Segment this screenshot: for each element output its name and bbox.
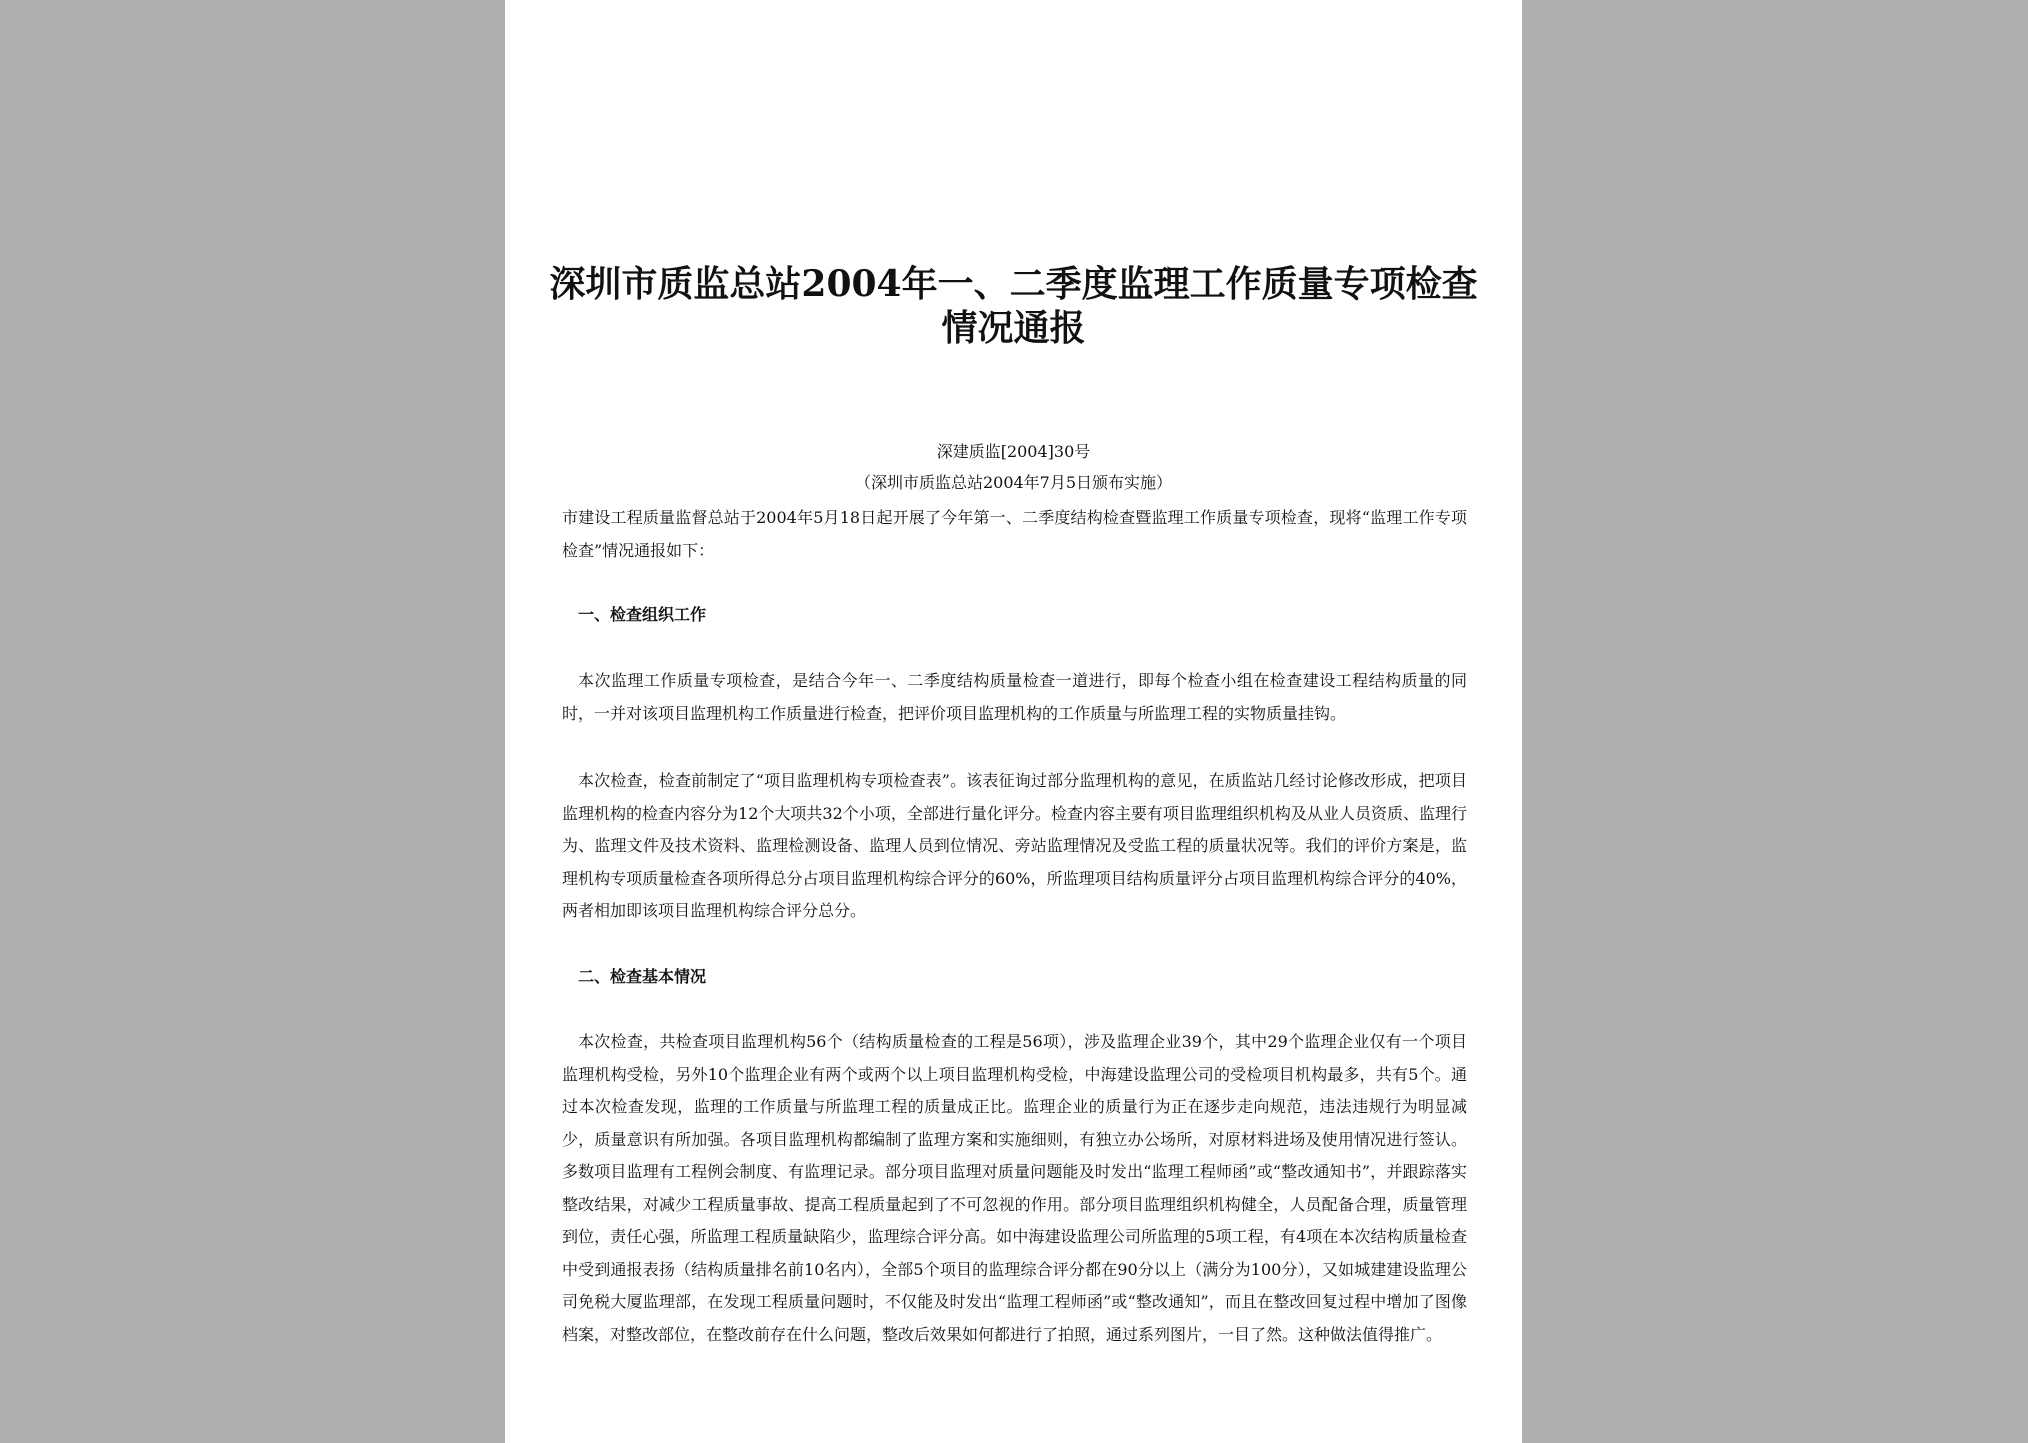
section2-paragraph-1: 本次检查，共检查项目监理机构56个（结构质量检查的工程是56项），涉及监理企业39个，其中29个监理企业仅有一个项目监理机构受检，另外10个监理企业有两个或两个以上项目监理机构受检，中海建设监理公司的受检项目机构最多，共有5个。通过本次检查发现，监理的工作质量与所监理工程的质量成正比。监理企业的质量行为正在逐步走向规范，违法违规行为明显减少，质量意识有所加强。各项目监理机构都编制了监理方案和实施细则，有独立办公场所，对原材料进场及使用情况进行签认。多数项目监理有工程例会制度、有监理记录。部分项目监理对质量问题能及时发出“监理工程师函”或“整改通知书”，并跟踪落实整改结果，对减少工程质量事故、提高工程质量起到了不可忽视的作用。部分项目监理组织机构健全，人员配备合理，质量管理到位，责任心强，所监理工程质量缺陷少，监理综合评分高。如中海建设监理公司所监理的5项工程，有4项在本次结构质量检查中受到通报表扬（结构质量排名前10名内），全部5个项目的监理综合评分都在90分以上（满分为100分），又如城建建设监理公司免税大厦监理部，在发现工程质量问题时，不仅能及时发出“监理工程师函”或“整改通知”，而且在整改回复过程中增加了图像档案，对整改部位，在整改前存在什么问题，整改后效果如何都进行了拍照，通过系列图片，一目了然。这种做法值得推广。 (562, 1032, 1467, 1344)
issue-note: （深圳市质监总站2004年7月5日颁布实施） (854, 473, 1173, 492)
section-heading-1: 一、检查组织工作 (578, 605, 707, 624)
section1-paragraph-2: 本次检查，检查前制定了“项目监理机构专项检查表”。该表征询过部分监理机构的意见，在质监站几经讨论修改形成，把项目监理机构的检查内容分为12个大项共32个小项，全部进行量化评分。检查内容主要有项目监理组织机构及从业人员资质、监理行为、监理文件及技术资料、监理检测设备、监理人员到位情况、旁站监理情况及受监工程的质量状况等。我们的评价方案是，监理机构专项质量检查各项所得总分占项目监理机构综合评分的60%，所监理项目结构质量评分占项目监理机构综合评分的40%，两者相加即该项目监理机构综合评分总分。 (562, 771, 1467, 920)
document-title: 深圳市质监总站2004年一、二季度监理工作质量专项检查情况通报 (549, 263, 1478, 349)
document-number: 深建质监[2004]30号 (936, 442, 1091, 461)
intro-paragraph: 市建设工程质量监督总站于2004年5月18日起开展了今年第一、二季度结构检查暨监理工作质量专项检查，现将“监理工作专项检查”情况通报如下： (562, 508, 1467, 560)
section1-paragraph-1: 本次监理工作质量专项检查，是结合今年一、二季度结构质量检查一道进行，即每个检查小组在检查建设工程结构质量的同时，一并对该项目监理机构工作质量进行检查，把评价项目监理机构的工作质量与所监理工程的实物质量挂钩。 (562, 671, 1467, 723)
document-page (505, 0, 1522, 1443)
section-heading-2: 二、检查基本情况 (578, 967, 707, 986)
